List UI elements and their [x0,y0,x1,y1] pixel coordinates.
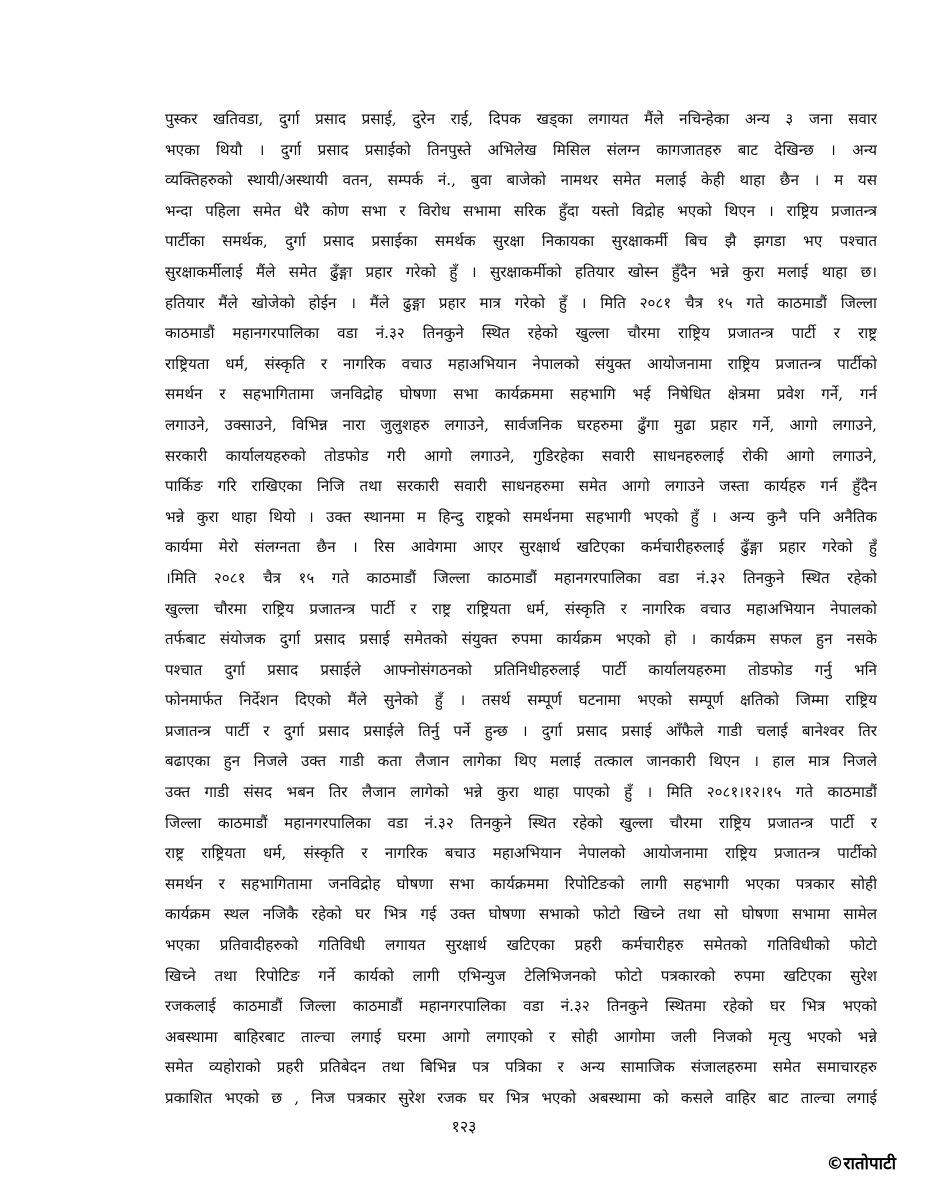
text-line: पश्चात दुर्गा प्रसाद प्रसाईले आफ्नोसंगठनको प्रतिनिधीहरुलाई पार्टी कार्यालयहरुमा तोडफोड गर्नु भनि [165,660,877,679]
text-line: अबस्थामा बाहिरबाट ताल्चा लगाई घरमा आगो लगाएको र सोही आगोमा जली निजको मृत्यु भएको भन्ने [165,1027,877,1046]
text-line: कार्यमा मेरो संलग्नता छैन । रिस आवेगमा आएर सुरक्षार्थ खटिएका कर्मचारीहरुलाई ढुँङ्गा प्रहार गरेको हुँ [165,538,877,557]
text-line: जिल्ला काठमाडौं महानगरपालिका वडा नं.३२ तिनकुने स्थित रहेको खुल्ला चौरमा राष्ट्रिय प्रजातन्त्र पार्टी र [165,813,877,832]
text-line: फोनमार्फत निर्देशन दिएको मैंले सुनेको हुँ । तसर्थ सम्पूर्ण घटनामा भएको सम्पूर्ण क्षतिको जिम्मा राष्ट्रिय [165,691,877,710]
text-line: व्यक्तिहरुको स्थायी/अस्थायी वतन, सम्पर्क नं., बुवा बाजेको नामथर समेत मलाई केही थाहा छैन । म यस [165,171,877,190]
text-line: कार्यक्रम स्थल नजिकै रहेको घर भित्र गई उक्त घोषणा सभाको फोटो खिच्ने तथा सो घोषणा सभामा सामेल [165,905,877,924]
watermark-copyright: ©रातोपाटी [826,1154,896,1174]
text-line: प्रकाशित भएको छ , निज पत्रकार सुरेश रजक घर भित्र भएको अबस्थामा को कसले वाहिर बाट ताल्चा लगाई [165,1089,877,1107]
body-paragraph [165,104,877,1114]
text-line: समेत व्यहोराको प्रहरी प्रतिबेदन तथा बिभिन्न पत्र पत्रिका र अन्य सामाजिक संजालहरुमा समेत समाचारहरु [165,1058,877,1077]
text-line: भएका थियौ । दुर्गा प्रसाद प्रसाईको तिनपुस्ते अभिलेख मिसिल संलग्न कागजातहरु बाट देखिन्छ । अन्य [165,140,877,159]
text-line: हतियार मैंले खोजेको होईन । मैंले ढुङ्गा प्रहार मात्र गरेको हुँ । मिति २०८१ चैत्र १५ गते काठमाडौं जिल्ला [165,293,877,312]
text-line: समर्थन र सहभागितामा जनविद्रोह घोषणा सभा कार्यक्रममा सहभागि भई निषेधित क्षेत्रमा प्रवेश गर्ने, गर्न [165,385,877,404]
text-line: भन्दा पहिला समेत धेरै कोण सभा र विरोध सभामा सरिक हुँदा यस्तो विद्रोह भएको थिएन । राष्ट्रिय प्रजातन्त्र [165,201,877,220]
text-line: रजकलाई काठमाडौं जिल्ला काठमाडौं महानगरपालिका वडा नं.३२ तिनकुने स्थितमा रहेको घर भित्र भएको [165,997,877,1016]
page-number: १२३ [451,1117,477,1136]
text-line: भएका प्रतिवादीहरुको गतिविधी लगायत सुरक्षार्थ खटिएका प्रहरी कर्मचारीहरु समेतको गतिविधीको फोटो [165,936,877,955]
text-line: ।मिति २०८१ चैत्र १५ गते काठमाडौं जिल्ला काठमाडौं महानगरपालिका वडा नं.३२ तिनकुने स्थित रहेको [165,568,877,587]
text-line: पार्टीका समर्थक, दुर्गा प्रसाद प्रसाईका समर्थक सुरक्षा निकायका सुरक्षाकर्मी बिच झै झगडा भए पश्चात [165,232,877,251]
text-line: खिच्ने तथा रिपोटिङ गर्ने कार्यको लागी एभिन्युज टेलिभिजनको फोटो पत्रकारको रुपमा खटिएका सुरेश [165,966,877,985]
text-line: पार्किङ गरि राखिएका निजि तथा सरकारी सवारी साधनहरुमा समेत आगो लगाउने जस्ता कार्यहरु गर्न हुँदैन [165,477,877,496]
text-line: खुल्ला चौरमा राष्ट्रिय प्रजातन्त्र पार्टी र राष्ट्र राष्ट्रियता धर्म, संस्कृति र नागरिक वचाउ महाअभियान नेपालको [165,599,877,618]
text-line: सरकारी कार्यालयहरुको तोडफोड गरी आगो लगाउने, गुडिरहेका सवारी साधनहरुलाई रोकी आगो लगाउने, [165,446,877,465]
text-line: समर्थन र सहभागितामा जनविद्रोह घोषणा सभा कार्यक्रममा रिपोटिङको लागी सहभागी भएका पत्रकार सोही [165,874,877,893]
text-line: राष्ट्र राष्ट्रियता धर्म, संस्कृति र नागरिक बचाउ महाअभियान नेपालको आयोजनामा राष्ट्रिय प्रजातन्त्र पार्टीको [165,844,877,863]
text-line: पुस्कर खतिवडा, दुर्गा प्रसाद प्रसाई, दुरेन राई, दिपक खड्का लगायत मैंले नचिन्हेका अन्य ३ जना सवार [165,110,877,128]
text-line: उक्त गाडी संसद भबन तिर लैजान लागेको भन्ने कुरा थाहा पाएको हुँ । मिति २०८१।१२।१५ गते काठमाडौं [165,783,877,802]
text-line: तर्फबाट संयोजक दुर्गा प्रसाद प्रसाई समेतको संयुक्त रुपमा कार्यक्रम भएको हो । कार्यक्रम सफल हुन नसके [165,630,877,649]
text-line: काठमाडौं महानगरपालिका वडा नं.३२ तिनकुने स्थित रहेको खुल्ला चौरमा राष्ट्रिय प्रजातन्त्र पार्टी र राष्ट्र [165,324,877,343]
text-line: लगाउने, उक्साउने, विभिन्न नारा जुलुशहरु लगाउने, सार्वजनिक घरहरुमा ढुँगा मुढा प्रहार गर्ने, आगो लगाउने, [165,415,877,434]
text-line: राष्ट्रियता धर्म, संस्कृति र नागरिक वचाउ महाअभियान नेपालको संयुक्त आयोजनामा राष्ट्रिय प्रजातन्त्र पार्टीको [165,354,877,373]
text-line: भन्ने कुरा थाहा थियो । उक्त स्थानमा म हिन्दु राष्ट्रको समर्थनमा सहभागी भएको हुँ । अन्य कुनै पनि अनैतिक [165,507,877,526]
text-line: प्रजातन्त्र पार्टी र दुर्गा प्रसाद प्रसाईले तिर्नु पर्ने हुन्छ । दुर्गा प्रसाद प्रसाई आँफैले गाडी चलाई बानेश्वर तिर [165,721,877,740]
text-line: बढाएका हुन निजले उक्त गाडी कता लैजान लागेका थिए मलाई तत्काल जानकारी थिएन । हाल मात्र निजले [165,752,877,771]
text-line: सुरक्षाकर्मीलाई मैंले समेत ढुँङ्गा प्रहार गरेको हुँ । सुरक्षाकर्मीको हतियार खोस्न हुँदैन भन्ने कुरा मलाई थाहा छ। [165,262,877,281]
